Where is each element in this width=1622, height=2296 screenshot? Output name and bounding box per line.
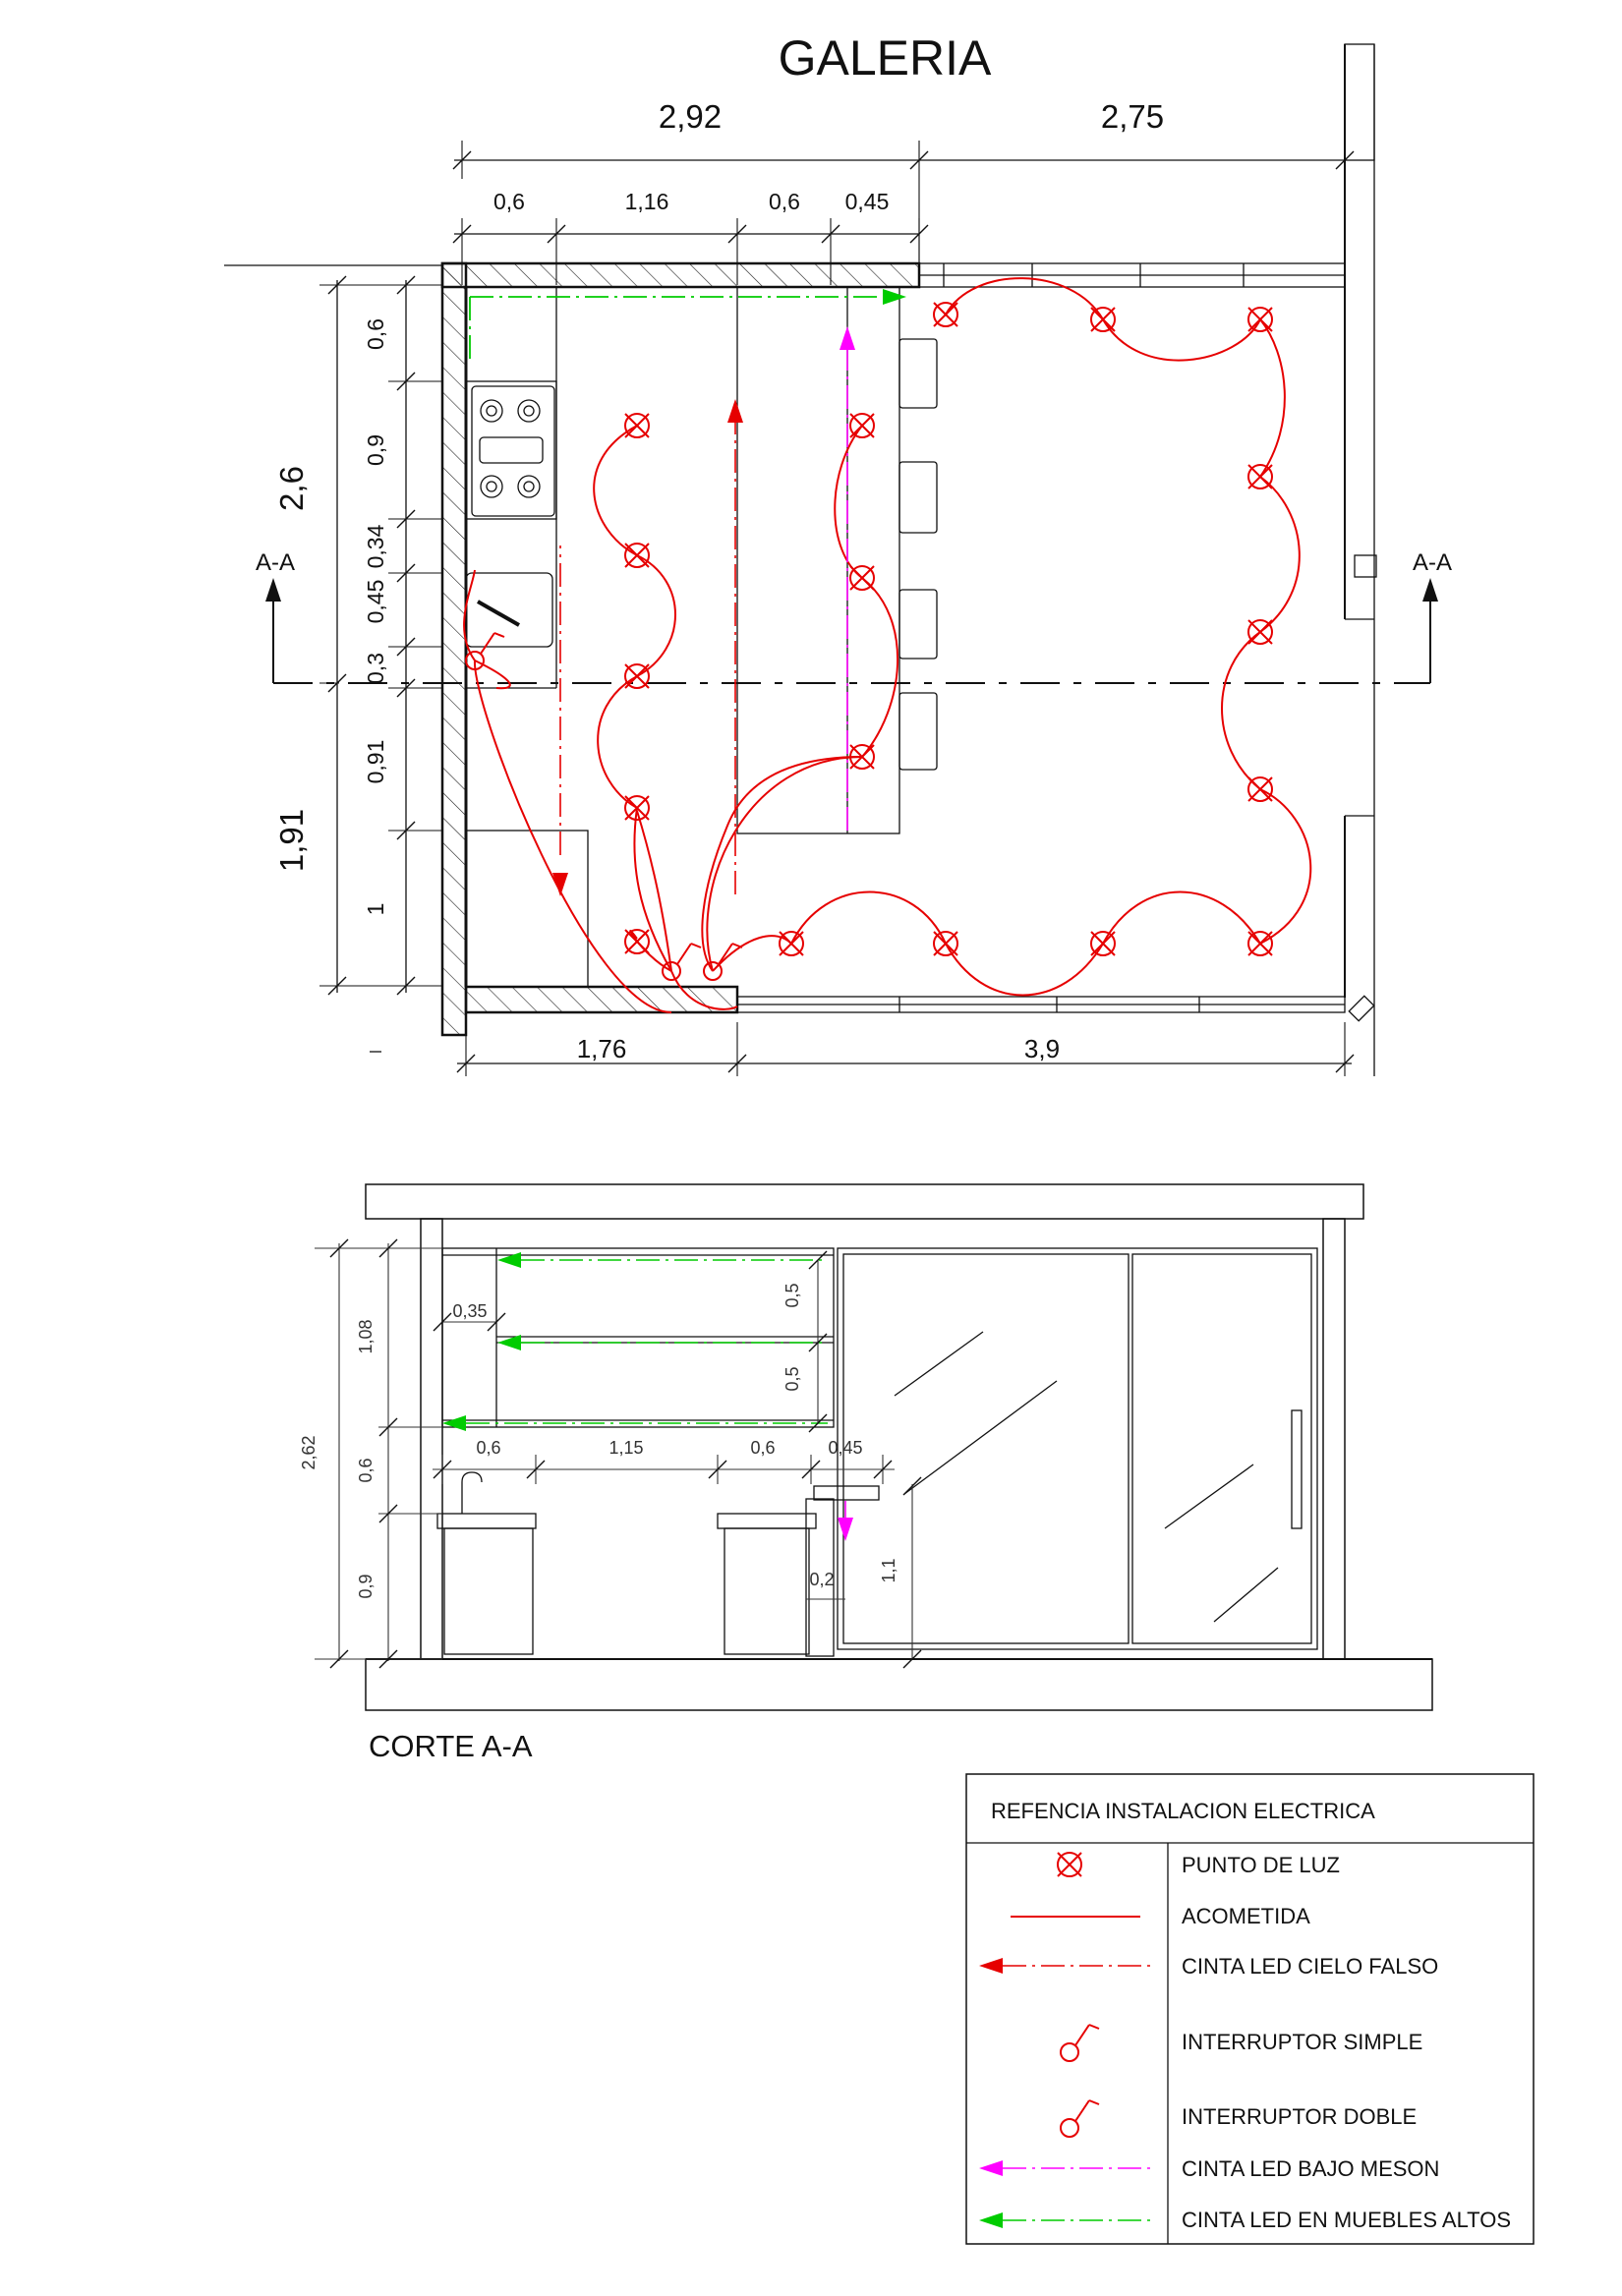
section-dim-cab-b: 0,5 [782,1366,802,1392]
section-dimensions [299,1239,921,1668]
supply-lines [464,278,1310,1012]
light-point-icon [780,932,803,955]
section-dim-cab-a: 0,5 [782,1283,802,1308]
dim-top-sub-2: 1,16 [624,189,669,214]
dim-left-large-2: 1,91 [273,808,310,873]
dim-top-sub-4: 0,45 [844,189,890,214]
section-dim-lower: 0,9 [356,1574,376,1599]
floor-plan [224,44,1452,1076]
legend-item-3: CINTA LED CIELO FALSO [1182,1954,1439,1979]
light-point-icon [850,566,874,590]
legend-title: REFENCIA INSTALACION ELECTRICA [991,1799,1375,1823]
section-marker-right: A-A [1412,549,1453,576]
light-point-icon [850,414,874,437]
light-point-icon [1248,308,1272,331]
plan-top-dimensions [453,98,1354,285]
section-title: CORTE A-A [369,1729,533,1763]
section-dim-w3: 0,6 [750,1438,776,1458]
section-marker-left: A-A [255,549,296,576]
light-point-icon [625,664,649,688]
section-dim-upper: 1,08 [356,1319,376,1354]
light-point-icon [1091,308,1115,331]
section-dim-mid: 0,6 [356,1458,376,1483]
light-point-icon [625,414,649,437]
section-total-height: 2,62 [299,1435,319,1470]
dim-left-small-5: 0,3 [363,653,388,684]
legend-item-2: ACOMETIDA [1182,1904,1310,1928]
dim-left-small-6: 0,91 [363,739,388,784]
legend-item-4: INTERRUPTOR SIMPLE [1182,2030,1423,2054]
dim-left-small-4: 0,45 [363,579,388,624]
dim-top-sub-3: 0,6 [769,189,800,214]
section-dim-w1: 0,6 [476,1438,501,1458]
legend-item-1: PUNTO DE LUZ [1182,1853,1340,1877]
dim-left-large-1: 2,6 [273,466,310,511]
legend-item-7: CINTA LED EN MUEBLES ALTOS [1182,2208,1511,2232]
dim-top-sub-1: 0,6 [493,189,525,214]
dim-top-right: 2,75 [1100,98,1165,135]
light-point-icon [1248,932,1272,955]
led-ceiling-ribbons [552,399,743,896]
dim-left-small-3: 0,34 [363,524,388,569]
section-dim-shelf: 0,35 [452,1301,488,1321]
dim-bottom-2: 3,9 [1023,1034,1061,1063]
section-dim-w2: 1,15 [608,1438,644,1458]
light-point-icon [1091,932,1115,955]
plan-left-dimensions [273,276,442,995]
dim-left-small-1: 0,6 [363,318,388,350]
dim-left-small-7: 1 [363,902,388,916]
section-dim-w4: 0,45 [828,1438,863,1458]
dim-top-left: 2,92 [658,98,723,135]
plan-bottom-dimensions [370,1022,1354,1076]
drawing-title: GALERIA [778,30,992,86]
section-dim-bar-h: 1,1 [879,1558,898,1583]
light-point-icon [1248,777,1272,801]
light-point-icon [934,932,957,955]
light-point-icon [1248,620,1272,644]
switches [466,633,742,980]
section-a-a [299,1184,1432,1763]
dim-left-small-2: 0,9 [363,434,388,466]
legend-item-6: CINTA LED BAJO MESON [1182,2156,1440,2181]
light-point-icon [625,544,649,567]
light-point-icon [625,796,649,820]
light-point-icon [625,930,649,953]
dim-bottom-1: 1,76 [576,1034,627,1063]
switch-icon [466,633,504,669]
section-dim-bar-w: 0,2 [809,1570,835,1589]
led-upper-cabinet-ribbon [470,289,906,364]
electrical-legend [966,1774,1534,2244]
legend-item-5: INTERRUPTOR DOBLE [1182,2104,1418,2129]
light-point-icon [934,303,957,326]
light-point-icon [1248,465,1272,488]
